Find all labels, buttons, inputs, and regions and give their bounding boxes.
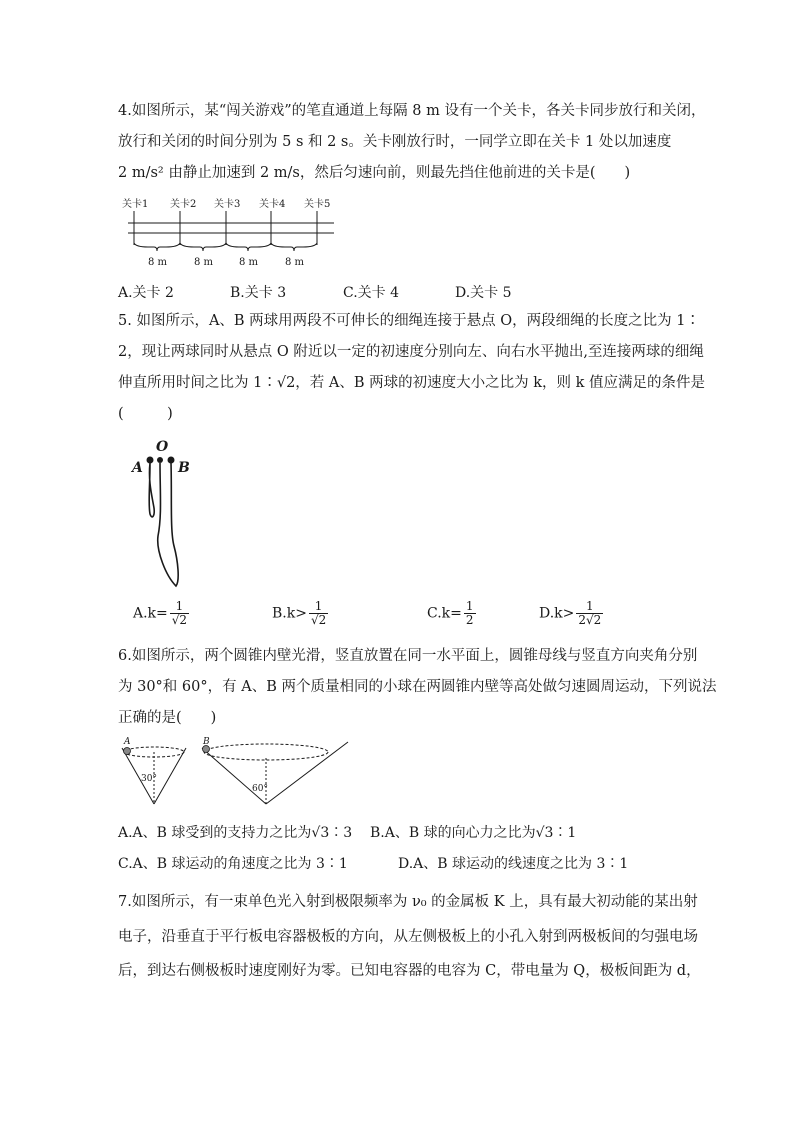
cone-b-orbit bbox=[204, 744, 328, 760]
gate-label-3: 关卡3 bbox=[214, 199, 241, 210]
label-o: O bbox=[156, 439, 169, 455]
q5-option-c: C.k= $\frac{1}{2}$ bbox=[427, 599, 474, 627]
q4-gate-figure bbox=[118, 193, 348, 271]
angle-a-label: 30° bbox=[141, 774, 157, 784]
cone-b-left bbox=[202, 748, 266, 804]
q4-option-b: B.关卡 3 bbox=[230, 285, 287, 301]
q6-line-3: 正确的是( ) bbox=[118, 710, 217, 726]
q5-option-a: A.k= $\frac{1}{√2}$ bbox=[133, 599, 188, 627]
q5-option-b: B.k> $\frac{1}{√2}$ bbox=[272, 599, 327, 627]
pivot-o bbox=[157, 457, 163, 463]
gate-label-5: 关卡5 bbox=[304, 199, 331, 210]
q4-option-a: A.关卡 2 bbox=[118, 285, 174, 301]
label-b: B bbox=[203, 737, 210, 747]
label-b: B bbox=[178, 460, 190, 476]
q5-line-1: 5. 如图所示，A、B 两球用两段不可伸长的细绳连接于悬点 O，两段细绳的长度之比为 1∶ bbox=[118, 313, 701, 329]
q4-line-2: 放行和关闭的时间分别为 5 s 和 2 s。关卡刚放行时，一同学立即在关卡 1 处以加速度 bbox=[118, 134, 672, 150]
fraction: $\frac{1}{2√2}$ bbox=[578, 599, 602, 627]
q6-line-2: 为 30°和 60°，有 A、B 两个质量相同的小球在两圆锥内壁等高处做匀速圆周运动，下列说法 bbox=[118, 679, 717, 695]
q4-line-3: 2 m/s² 由静止加速到 2 m/s，然后匀速向前，则最先挡住他前进的关卡是( ) bbox=[118, 165, 631, 181]
rope-b bbox=[158, 463, 178, 586]
q5-line-4: ( ) bbox=[118, 406, 173, 422]
brace-4 bbox=[271, 243, 317, 251]
q6-cone-figure bbox=[116, 736, 352, 810]
angle-b-label: 60° bbox=[252, 784, 268, 794]
spacing-label-4: 8 m bbox=[285, 257, 305, 268]
q6-option-a: A.A、B 球受到的支持力之比为√3∶3 bbox=[118, 825, 353, 841]
q6-option-d: D.A、B 球运动的线速度之比为 3∶1 bbox=[398, 856, 629, 872]
q6-line-1: 6.如图所示，两个圆锥内壁光滑，竖直放置在同一水平面上，圆锥母线与竖直方向夹角分别 bbox=[118, 648, 698, 664]
cone-b-right bbox=[266, 742, 348, 804]
spacing-label-2: 8 m bbox=[194, 257, 214, 268]
q4-line-1: 4.如图所示，某“闯关游戏”的笔直通道上每隔 8 m 设有一个关卡，各关卡同步放行和关闭， bbox=[118, 103, 706, 119]
ball-a bbox=[147, 457, 154, 464]
fraction: $\frac{1}{√2}$ bbox=[310, 599, 327, 627]
spacing-label-1: 8 m bbox=[148, 257, 168, 268]
rope-a bbox=[149, 463, 154, 517]
ball-b bbox=[168, 457, 175, 464]
brace-3 bbox=[226, 243, 271, 251]
ball-a bbox=[124, 748, 131, 755]
q7-line-1: 7.如图所示，有一束单色光入射到极限频率为 ν₀ 的金属板 K 上，具有最大初动能的某出射 bbox=[118, 894, 698, 910]
q4-option-c: C.关卡 4 bbox=[343, 285, 400, 301]
q6-option-b: B.A、B 球的向心力之比为√3∶1 bbox=[370, 825, 577, 841]
q5-line-3: 伸直所用时间之比为 1∶√2，若 A、B 两球的初速度大小之比为 k，则 k 值应满足的条件是 bbox=[118, 375, 706, 391]
gate-label-4: 关卡4 bbox=[259, 199, 286, 210]
q5-line-2: 2，现让两球同时从悬点 O 附近以一定的初速度分别向左、向右水平抛出,至连接两球的细绳 bbox=[118, 344, 704, 360]
q5-rope-figure bbox=[128, 436, 198, 592]
gate-label-1: 关卡1 bbox=[122, 199, 149, 210]
fraction: $\frac{1}{2}$ bbox=[465, 599, 474, 627]
q7-line-3: 后，到达右侧极板时速度刚好为零。已知电容器的电容为 C，带电量为 Q，极板间距为 d， bbox=[118, 963, 701, 979]
brace-2 bbox=[180, 243, 226, 251]
q4-option-d: D.关卡 5 bbox=[455, 285, 512, 301]
fraction: $\frac{1}{√2}$ bbox=[171, 599, 188, 627]
spacing-label-3: 8 m bbox=[239, 257, 259, 268]
label-a: A bbox=[132, 460, 143, 476]
label-a: A bbox=[124, 737, 131, 747]
brace-1 bbox=[134, 243, 180, 251]
q6-option-c: C.A、B 球运动的角速度之比为 3∶1 bbox=[118, 856, 348, 872]
gate-label-2: 关卡2 bbox=[170, 199, 197, 210]
q5-option-d: D.k> $\frac{1}{2√2}$ bbox=[539, 599, 602, 627]
q7-line-2: 电子，沿垂直于平行板电容器极板的方向，从左侧极板上的小孔入射到两极板间的匀强电场 bbox=[118, 929, 698, 945]
